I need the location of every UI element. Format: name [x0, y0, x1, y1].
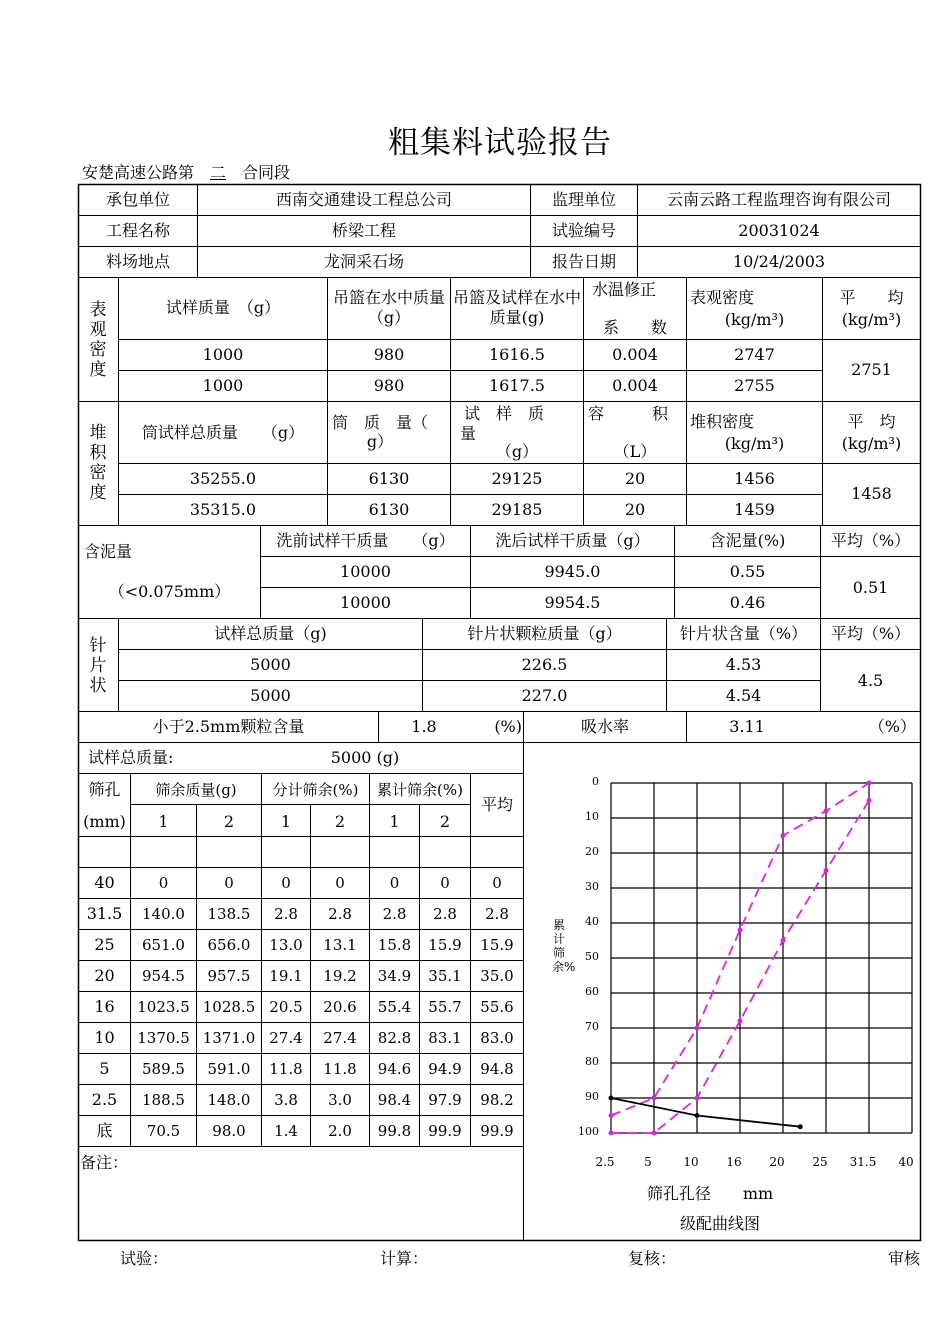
sieve-value-cell: 98.2: [480, 1091, 514, 1109]
chart-x-tick: 16: [726, 1155, 742, 1169]
sieve-value-cell: 55.7: [428, 998, 462, 1016]
sieve-h-hole-unit: (mm): [83, 812, 126, 831]
chart-point-2: [695, 1096, 700, 1101]
flaky-r1-particle: 226.5: [521, 655, 568, 674]
sieve-value-cell: 94.6: [377, 1060, 412, 1078]
sieve-value-cell: 188.5: [142, 1091, 185, 1109]
chart-point-1: [824, 809, 829, 814]
sieve-value-cell: 1370.5: [137, 1029, 190, 1047]
sieve-value-cell: 2.8: [328, 905, 352, 923]
ad-h-temp: 水温修正: [591, 280, 656, 299]
chart-x-tick: 2.5: [595, 1155, 615, 1169]
sieve-value-cell: 954.5: [142, 967, 185, 985]
sieve-value-cell: 55.6: [480, 998, 514, 1016]
sieve-value-cell: 19.2: [323, 967, 357, 985]
sieve-value-cell: 2.8: [485, 905, 509, 923]
bd-r2-total: 35315.0: [189, 500, 257, 519]
apparent-density-label: 表观密度: [89, 300, 107, 380]
sieve-size-cell: 25: [94, 935, 115, 954]
sieve-value-cell: 35.0: [480, 967, 514, 985]
supervisor-label: 监理单位: [551, 190, 616, 209]
flaky-h-content: 针片状含量（%）: [679, 624, 808, 643]
sieve-value-cell: 98.4: [377, 1091, 412, 1109]
chart-y-tick: 60: [585, 985, 599, 998]
footer-audit: 审核: [888, 1249, 921, 1268]
contract-prefix: 安楚高速公路第: [82, 163, 195, 182]
contract-suffix: 合同段: [242, 163, 291, 182]
project-value: 桥梁工程: [331, 221, 396, 240]
chart-point-2: [781, 938, 786, 943]
ad-r2-coef: 0.004: [612, 376, 658, 395]
chart-ylabel: 累计筛余%: [552, 918, 576, 974]
ad-r2-basket: 980: [373, 376, 405, 395]
chart-y-tick: 20: [585, 845, 599, 858]
chart-x-tick: 31.5: [849, 1155, 877, 1169]
chart-y-tick: 30: [585, 880, 599, 893]
sieve-value-cell: 15.8: [377, 936, 412, 954]
chart-point-2: [652, 1131, 657, 1136]
small-particle-value: 1.8: [411, 717, 437, 736]
bd-r1-sample: 29125: [491, 469, 543, 488]
flaky-label: 针片状: [89, 636, 107, 696]
sieve-size-cell: 10: [94, 1028, 115, 1047]
chart-point-1: [738, 928, 743, 933]
small-particle-unit: (%): [494, 717, 522, 736]
bd-r2-cyl: 6130: [368, 500, 410, 519]
mud-label: 含泥量: [84, 542, 133, 561]
ad-h-avg-unit: (kg/m³): [841, 310, 902, 329]
sieve-h-cum-2: 2: [439, 812, 451, 831]
sieve-value-cell: 11.8: [323, 1060, 357, 1078]
sieve-value-cell: 589.5: [142, 1060, 185, 1078]
sieve-value-cell: 2.8: [382, 905, 407, 923]
sieve-value-cell: 1028.5: [202, 998, 256, 1016]
sieve-value-cell: 98.0: [212, 1122, 246, 1140]
chart-point-2: [867, 798, 872, 803]
sieve-value-cell: 20.5: [269, 998, 303, 1016]
chart-x-tick: 20: [769, 1155, 785, 1169]
sieve-size-cell: 20: [94, 966, 115, 985]
sieve-value-cell: 0: [224, 874, 234, 892]
flaky-r2-particle: 227.0: [521, 686, 568, 705]
ad-h-mass: 试样质量 （g）: [165, 298, 281, 317]
ad-r1-mass: 1000: [202, 345, 244, 364]
sieve-value-cell: 99.8: [377, 1122, 412, 1140]
chart-x-tick: 5: [644, 1155, 652, 1169]
ad-r1-basket: 980: [373, 345, 405, 364]
supervisor-value: 云南云路工程监理咨询有限公司: [666, 190, 891, 209]
sieve-value-cell: 99.9: [428, 1122, 462, 1140]
chart-point-1: [781, 833, 786, 838]
sieve-size-cell: 40: [94, 873, 115, 892]
chart-series-line-3: [611, 1098, 800, 1127]
mud-sublabel: （<0.075mm）: [108, 582, 231, 601]
sieve-value-cell: 0: [281, 874, 291, 892]
sieve-value-cell: 2.0: [328, 1122, 352, 1140]
bd-h-density: 堆积密度: [690, 412, 755, 431]
bd-h-density-unit: (kg/m³): [724, 434, 785, 453]
sieve-value-cell: 0: [492, 874, 502, 892]
chart-x-tick: 25: [812, 1155, 828, 1169]
bd-r1-cyl: 6130: [368, 469, 410, 488]
bd-h-avg-unit: (kg/m³): [841, 434, 902, 453]
sieve-total-value: 5000 (g): [330, 748, 400, 767]
mud-average: 0.51: [852, 578, 889, 597]
sieve-value-cell: 138.5: [207, 905, 251, 923]
flaky-h-total: 试样总质量（g): [214, 624, 327, 643]
chart-point-3: [798, 1124, 803, 1129]
contractor-label: 承包单位: [105, 190, 170, 209]
bd-h-volume-unit: （L）: [613, 442, 657, 461]
mud-r2-content: 0.46: [729, 593, 766, 612]
contractor-value: 西南交通建设工程总公司: [275, 190, 452, 209]
sieve-value-cell: 0: [389, 874, 400, 892]
chart-point-2: [609, 1131, 614, 1136]
chart-point-1: [695, 1026, 700, 1031]
bd-r1-volume: 20: [624, 469, 646, 488]
bd-average: 1458: [851, 484, 892, 503]
sieve-value-cell: 1023.5: [137, 998, 190, 1016]
bd-h-cyl-unit: g）: [366, 432, 394, 451]
absorption-label: 吸水率: [580, 717, 629, 736]
flaky-r1-total: 5000: [250, 655, 291, 674]
report-date-label: 报告日期: [551, 252, 616, 271]
sieve-value-cell: 83.0: [480, 1029, 514, 1047]
ad-r1-basket-sample: 1616.5: [489, 345, 545, 364]
ad-h-avg: 平 均: [839, 288, 904, 307]
chart-point-2: [738, 1019, 743, 1024]
chart-point-1: [652, 1096, 657, 1101]
sieve-value-cell: 55.4: [377, 998, 412, 1016]
sieve-value-cell: 3.8: [274, 1091, 298, 1109]
absorption-unit: （%）: [868, 717, 916, 736]
flaky-r2-content: 4.54: [725, 686, 762, 705]
sieve-h-cum-1: 1: [389, 812, 400, 831]
bulk-density-label: 堆积密度: [89, 423, 107, 503]
sieve-value-cell: 591.0: [207, 1060, 251, 1078]
test-no-label: 试验编号: [551, 221, 616, 240]
mud-r2-after: 9954.5: [544, 593, 601, 612]
chart-y-tick: 10: [585, 810, 599, 823]
sieve-value-cell: 99.9: [480, 1122, 514, 1140]
absorption-value: 3.11: [729, 717, 765, 736]
sieve-value-cell: 83.1: [428, 1029, 462, 1047]
sieve-total-label: 试样总质量:: [88, 748, 174, 767]
ad-r1-coef: 0.004: [612, 345, 658, 364]
sieve-h-retained: 筛余质量(g): [155, 781, 237, 799]
report-date-value: 10/24/2003: [732, 252, 826, 271]
chart-y-tick: 0: [592, 775, 599, 788]
ad-r2-mass: 1000: [202, 376, 244, 395]
ad-average: 2751: [851, 360, 892, 379]
sieve-value-cell: 656.0: [207, 936, 251, 954]
sieve-value-cell: 13.0: [269, 936, 303, 954]
sieve-value-cell: 2.8: [274, 905, 298, 923]
sieve-value-cell: 1.4: [274, 1122, 298, 1140]
chart-point-1: [867, 781, 872, 786]
sieve-value-cell: 0: [440, 874, 450, 892]
bd-r2-volume: 20: [624, 500, 646, 519]
flaky-average: 4.5: [857, 671, 884, 690]
ad-h-basket: 吊篮在水中质量（g）: [332, 288, 445, 327]
bd-h-avg: 平 均: [847, 412, 896, 431]
report-title: 粗集料试验报告: [388, 125, 612, 161]
chart-x-tick: 10: [683, 1155, 699, 1169]
bd-r2-density: 1459: [734, 500, 775, 519]
sieve-value-cell: 13.1: [323, 936, 357, 954]
ad-h-density: 表观密度: [690, 288, 755, 307]
chart-point-3: [609, 1096, 614, 1101]
ad-h-density-unit: (kg/m³): [724, 310, 785, 329]
sieve-size-cell: 2.5: [91, 1090, 118, 1109]
sieve-value-cell: 97.9: [428, 1091, 462, 1109]
chart-point-2: [824, 868, 829, 873]
mud-r1-before: 10000: [340, 562, 391, 581]
bd-h-sample-2: 量: [460, 424, 477, 443]
mud-r1-content: 0.55: [729, 562, 766, 581]
flaky-r1-content: 4.53: [725, 655, 762, 674]
sieve-size-cell: 31.5: [86, 904, 123, 923]
bd-h-total: 筒试样总质量 （g）: [141, 423, 305, 442]
sieve-size-cell: 16: [94, 997, 115, 1016]
ad-r2-basket-sample: 1617.5: [489, 376, 545, 395]
test-no-value: 20031024: [738, 221, 820, 240]
sieve-value-cell: 0: [335, 874, 345, 892]
bd-r2-sample: 29185: [491, 500, 543, 519]
sieve-h-hole: 筛孔: [88, 780, 121, 799]
bd-h-cyl: 筒 质 量（: [332, 413, 429, 432]
flaky-h-particle: 针片状颗粒质量（g）: [467, 624, 622, 643]
sieve-value-cell: 148.0: [207, 1091, 251, 1109]
sieve-value-cell: 20.6: [323, 998, 357, 1016]
sieve-value-cell: 957.5: [207, 967, 251, 985]
small-particle-label: 小于2.5mm颗粒含量: [152, 717, 305, 736]
bd-r1-density: 1456: [734, 469, 775, 488]
footer-calc: 计算：: [380, 1249, 429, 1268]
quarry-value: 龙洞采石场: [323, 252, 404, 271]
sieve-value-cell: 70.5: [146, 1122, 181, 1140]
chart-y-tick: 40: [585, 915, 599, 928]
remarks-label: 备注：: [80, 1153, 129, 1172]
sieve-h-ret-2: 2: [223, 812, 235, 831]
contract-number: 二: [210, 163, 227, 182]
sieve-value-cell: 2.8: [433, 905, 457, 923]
chart-y-tick: 90: [585, 1090, 599, 1103]
sieve-value-cell: 15.9: [480, 936, 514, 954]
sieve-value-cell: 1371.0: [202, 1029, 256, 1047]
mud-h-after: 洗后试样干质量（g）: [495, 531, 650, 550]
ad-h-basket-sample: 吊篮及试样在水中质量(g): [452, 288, 581, 327]
chart-y-tick: 70: [585, 1020, 599, 1033]
sieve-value-cell: 27.4: [269, 1029, 303, 1047]
mud-r2-before: 10000: [340, 593, 391, 612]
bd-h-sample-unit: （g）: [495, 442, 539, 461]
ad-h-coef: 系 数: [602, 318, 667, 337]
chart-y-tick: 80: [585, 1055, 599, 1068]
sieve-h-cumulative: 累计筛余(%): [377, 781, 463, 799]
mud-h-before: 洗前试样干质量 （g）: [276, 531, 455, 550]
ad-r1-density: 2747: [734, 345, 775, 364]
sieve-value-cell: 35.1: [428, 967, 462, 985]
chart-y-tick: 100: [578, 1125, 599, 1138]
ad-r2-density: 2755: [734, 376, 775, 395]
sieve-value-cell: 11.8: [269, 1060, 303, 1078]
sieve-value-cell: 0: [158, 874, 169, 892]
sieve-h-ret-1: 1: [158, 812, 169, 831]
chart-xlabel: 筛孔孔径 mm: [646, 1184, 774, 1203]
chart-point-3: [695, 1113, 700, 1118]
quarry-label: 料场地点: [105, 252, 170, 271]
sieve-h-par-2: 2: [334, 812, 346, 831]
chart-x-tick: 40: [898, 1155, 914, 1169]
chart-y-tick: 50: [585, 950, 599, 963]
mud-h-avg: 平均（%）: [830, 531, 911, 550]
bd-r1-total: 35255.0: [189, 469, 257, 488]
sieve-h-average: 平均: [480, 795, 513, 814]
sieve-value-cell: 15.9: [428, 936, 462, 954]
sieve-value-cell: 94.8: [480, 1060, 514, 1078]
flaky-h-avg: 平均（%）: [830, 624, 911, 643]
bd-h-volume: 容 积: [588, 404, 669, 423]
sieve-value-cell: 82.8: [377, 1029, 412, 1047]
sieve-value-cell: 34.9: [377, 967, 412, 985]
sieve-value-cell: 3.0: [328, 1091, 352, 1109]
sieve-h-partial: 分计筛余(%): [272, 781, 359, 799]
sieve-size-cell: 5: [99, 1059, 110, 1078]
footer-test: 试验：: [120, 1249, 169, 1268]
mud-h-content: 含泥量(%): [709, 531, 786, 550]
sieve-value-cell: 19.1: [269, 967, 303, 985]
sieve-h-par-1: 1: [280, 812, 292, 831]
sieve-value-cell: 651.0: [142, 936, 185, 954]
sieve-value-cell: 140.0: [142, 905, 185, 923]
sieve-size-cell: 底: [96, 1121, 113, 1140]
chart-title: 级配曲线图: [679, 1214, 760, 1233]
footer-review: 复核：: [628, 1249, 677, 1268]
sieve-value-cell: 27.4: [323, 1029, 357, 1047]
chart-point-1: [609, 1113, 614, 1118]
project-label: 工程名称: [105, 221, 170, 240]
bd-h-sample: 试 样 质: [464, 404, 545, 423]
mud-r1-after: 9945.0: [544, 562, 601, 581]
flaky-r2-total: 5000: [250, 686, 291, 705]
sieve-value-cell: 94.9: [428, 1060, 462, 1078]
